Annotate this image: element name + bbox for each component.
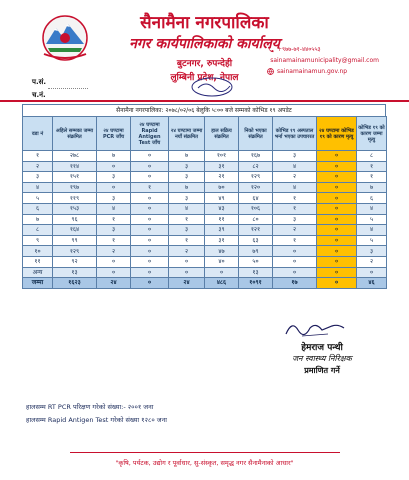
total-cell: ०: [317, 278, 357, 289]
table-cell: अन्य: [23, 267, 53, 278]
table-row: [23, 214, 387, 225]
table-cell: ९२: [53, 256, 97, 267]
column-header: कोभिड १९ अस्पताल भर्ना भएका उपचाररत: [273, 117, 317, 151]
total-cell: १६२३: [53, 278, 97, 289]
header-divider: [0, 100, 409, 102]
table-cell: ३: [273, 214, 317, 225]
office-address: बुटनगर, रुपन्देही: [176, 59, 233, 69]
table-row: [23, 256, 387, 267]
signatory-title: प्रमाणित गर्ने: [304, 366, 340, 375]
table-cell: १९७: [53, 182, 97, 193]
table-cell: ०: [131, 246, 169, 257]
table-cell: ५: [357, 235, 387, 246]
ref-number-line: [48, 81, 88, 89]
table-cell: ११: [23, 256, 53, 267]
table-cell: २: [357, 256, 387, 267]
table-cell: १५३: [53, 203, 97, 214]
table-cell: ४७: [205, 246, 239, 257]
table-body: [23, 151, 387, 289]
table-cell: ४: [97, 203, 131, 214]
total-cell: १७: [273, 278, 317, 289]
table-cell: १०१: [205, 151, 239, 162]
table-cell: ०: [317, 214, 357, 225]
total-cell: २४: [97, 278, 131, 289]
table-row: [23, 246, 387, 257]
table-row: [23, 267, 387, 278]
table-cell: ३१: [205, 235, 239, 246]
table-cell: ०: [357, 267, 387, 278]
table-cell: १०: [23, 246, 53, 257]
table-cell: २: [273, 225, 317, 236]
phone-text: +९७७-७१-४४०५५३: [277, 46, 321, 53]
table-cell: ०: [97, 161, 131, 172]
table-cell: ०: [317, 235, 357, 246]
stamp-icon: [190, 76, 234, 98]
table-cell: १: [23, 151, 53, 162]
table-cell: ११: [205, 214, 239, 225]
table-cell: ५: [23, 193, 53, 204]
table-row: [23, 172, 387, 183]
rapid-test-note: हालसम्म Rapid Antigen Test गरेको संख्या १२८० जना: [26, 416, 167, 424]
table-row: [23, 235, 387, 246]
table-row: [23, 203, 387, 214]
phone-icon: [267, 46, 274, 53]
total-row: [23, 278, 387, 289]
total-cell: २४: [169, 278, 205, 289]
table-cell: ०: [317, 267, 357, 278]
table-cell: ८०: [239, 214, 273, 225]
table-cell: १२९: [53, 246, 97, 257]
contact-block: [267, 44, 379, 77]
column-header: वडा नं: [23, 117, 53, 151]
email-text[interactable]: sainamainamunicipality@gmail.com: [270, 57, 379, 64]
signatory-name: हेमराज पन्थी: [301, 343, 343, 353]
table-cell: ३: [169, 193, 205, 204]
table-cell: ०: [97, 256, 131, 267]
table-cell: ७: [97, 151, 131, 162]
table-cell: ८: [23, 225, 53, 236]
table-cell: ५: [357, 214, 387, 225]
table-cell: ०: [317, 203, 357, 214]
letterhead: [0, 0, 409, 100]
covid-ward-table: [22, 116, 387, 289]
table-header-row: [23, 117, 387, 151]
table-cell: ०: [131, 172, 169, 183]
ref-number-row: [32, 76, 88, 89]
table-cell: ०: [317, 246, 357, 257]
dispatch-number-label: च.नं.: [32, 91, 46, 99]
column-header: हाल सक्रिय संक्रमित: [205, 117, 239, 151]
table-cell: ६३: [239, 235, 273, 246]
pcr-total-note: हालसम्म RT PCR परिक्षण गरेको संख्या:- २००१ जना: [26, 403, 154, 411]
table-cell: ३: [169, 172, 205, 183]
table-cell: ८२: [239, 161, 273, 172]
table-cell: १०६: [239, 203, 273, 214]
table-cell: १६४: [53, 225, 97, 236]
table-cell: १३: [53, 267, 97, 278]
table-row: [23, 225, 387, 236]
table-cell: ०: [97, 267, 131, 278]
table-cell: १६७: [239, 151, 273, 162]
column-header: २४ घण्टामा PCR जाँच: [97, 117, 131, 151]
total-cell: १०९१: [239, 278, 273, 289]
table-row: [23, 182, 387, 193]
table-cell: ३: [97, 193, 131, 204]
column-header: २४ घण्टामा जम्मा नयाँ संक्रमित: [169, 117, 205, 151]
table-cell: २१: [205, 172, 239, 183]
table-cell: १: [169, 214, 205, 225]
municipality-title: सैनामैना नगरपालिका: [140, 13, 269, 33]
footer-slogan: "कृषि, पर्यटक, उद्योग र पूर्वाधार, सु-संस्कृत, समृद्ध नगर सैनामैनाको आधार": [115, 459, 294, 467]
signature-icon: [282, 318, 352, 340]
table-cell: ४३: [205, 203, 239, 214]
table-cell: १: [273, 235, 317, 246]
table-cell: ०: [131, 161, 169, 172]
table-cell: ०: [131, 225, 169, 236]
column-header: कोभिड १९ को कारण जम्मा मृत्यु: [357, 117, 387, 151]
table-row: [23, 151, 387, 162]
table-cell: १२९: [239, 172, 273, 183]
table-cell: १५१: [53, 172, 97, 183]
table-cell: ०: [131, 203, 169, 214]
table-cell: ७: [169, 182, 205, 193]
table-cell: ३: [169, 225, 205, 236]
table-cell: ०: [317, 225, 357, 236]
table-cell: ०: [131, 193, 169, 204]
report-caption: सैनामैना नगरपालिका: २०७८/०२/०६ बेलुकि ५:०० बजे सम्मको कोभिड १९ अपडेट: [22, 104, 386, 116]
table-cell: ०: [317, 151, 357, 162]
table-cell: ३१: [205, 161, 239, 172]
total-cell: जम्मा: [23, 278, 53, 289]
table-cell: ७०: [205, 182, 239, 193]
table-cell: ११४: [53, 161, 97, 172]
column-header: निको भएका संक्रमित: [239, 117, 273, 151]
email-row[interactable]: [267, 55, 379, 66]
table-cell: ४: [273, 182, 317, 193]
province-name: लुम्बिनी प्रदेश, नेपाल: [170, 73, 239, 83]
table-cell: १: [97, 235, 131, 246]
table-cell: १: [131, 182, 169, 193]
footer-divider: [70, 452, 340, 453]
table-cell: ४०: [205, 256, 239, 267]
table-cell: ११९: [53, 193, 97, 204]
table-cell: ९: [23, 235, 53, 246]
table-cell: ४: [23, 182, 53, 193]
ref-number-label: प.सं.: [32, 78, 47, 86]
table-cell: ३: [97, 225, 131, 236]
table-cell: ३: [23, 172, 53, 183]
table-cell: ०: [317, 161, 357, 172]
table-cell: ३: [273, 151, 317, 162]
total-cell: ४८६: [205, 278, 239, 289]
table-cell: ३: [169, 161, 205, 172]
table-cell: १: [97, 214, 131, 225]
table-cell: ०: [205, 267, 239, 278]
table-cell: ९६: [53, 214, 97, 225]
web-row[interactable]: [267, 66, 379, 77]
table-row: [23, 161, 387, 172]
office-title: नगर कार्यपालिकाको कार्यालय: [129, 36, 280, 52]
table-cell: २: [169, 246, 205, 257]
web-icon: [267, 68, 274, 75]
table-cell: ६: [357, 193, 387, 204]
table-cell: १: [357, 161, 387, 172]
table-cell: ०: [169, 267, 205, 278]
table-cell: २: [273, 172, 317, 183]
table-cell: ३: [357, 246, 387, 257]
table-cell: २: [97, 246, 131, 257]
total-cell: ०: [131, 278, 169, 289]
table-cell: १: [357, 172, 387, 183]
table-cell: ०: [317, 256, 357, 267]
table-cell: १: [169, 235, 205, 246]
table-cell: ०: [131, 256, 169, 267]
table-cell: ०: [97, 182, 131, 193]
signatory-role: जन स्वास्थ्य निरिक्षक: [292, 354, 352, 363]
table-cell: ०: [273, 267, 317, 278]
table-cell: ०: [317, 172, 357, 183]
table-cell: ६४: [239, 193, 273, 204]
phone-row: [267, 44, 379, 55]
table-cell: ०: [131, 214, 169, 225]
column-header: अहिले सम्मका जम्मा संक्रमित: [53, 117, 97, 151]
table-cell: २७८: [53, 151, 97, 162]
table-cell: ४: [273, 161, 317, 172]
table-cell: ४९: [205, 193, 239, 204]
web-text[interactable]: sainamainamun.gov.np: [277, 68, 348, 75]
table-cell: ०: [131, 235, 169, 246]
column-header: २४ घण्टामा Rapid Antigen Test जाँच: [131, 117, 169, 151]
table-cell: ४: [357, 203, 387, 214]
table-cell: १: [273, 193, 317, 204]
reference-fields: [32, 76, 88, 102]
table-cell: ६: [23, 203, 53, 214]
total-cell: ४६: [357, 278, 387, 289]
table-cell: ०: [131, 151, 169, 162]
table-cell: १: [273, 203, 317, 214]
table-cell: ०: [169, 256, 205, 267]
table-cell: ७: [357, 182, 387, 193]
table-cell: ०: [273, 246, 317, 257]
table-cell: ०: [317, 193, 357, 204]
table-cell: ५०: [239, 256, 273, 267]
table-cell: ०: [317, 182, 357, 193]
table-cell: १२०: [239, 182, 273, 193]
table-cell: ३: [97, 172, 131, 183]
table-cell: १२१: [239, 225, 273, 236]
table-cell: ७: [169, 151, 205, 162]
table-cell: ०: [131, 267, 169, 278]
column-header: २४ घण्टामा कोभिड १९ को कारण मृत्यु: [317, 117, 357, 151]
table-cell: २: [23, 161, 53, 172]
table-cell: ८: [357, 151, 387, 162]
table-cell: ७९: [239, 246, 273, 257]
table-cell: ७: [23, 214, 53, 225]
table-cell: ९९: [53, 235, 97, 246]
table-cell: ३९: [205, 225, 239, 236]
table-cell: ४: [357, 225, 387, 236]
table-row: [23, 193, 387, 204]
table-cell: ४: [169, 203, 205, 214]
table-cell: १३: [239, 267, 273, 278]
table-cell: ०: [273, 256, 317, 267]
